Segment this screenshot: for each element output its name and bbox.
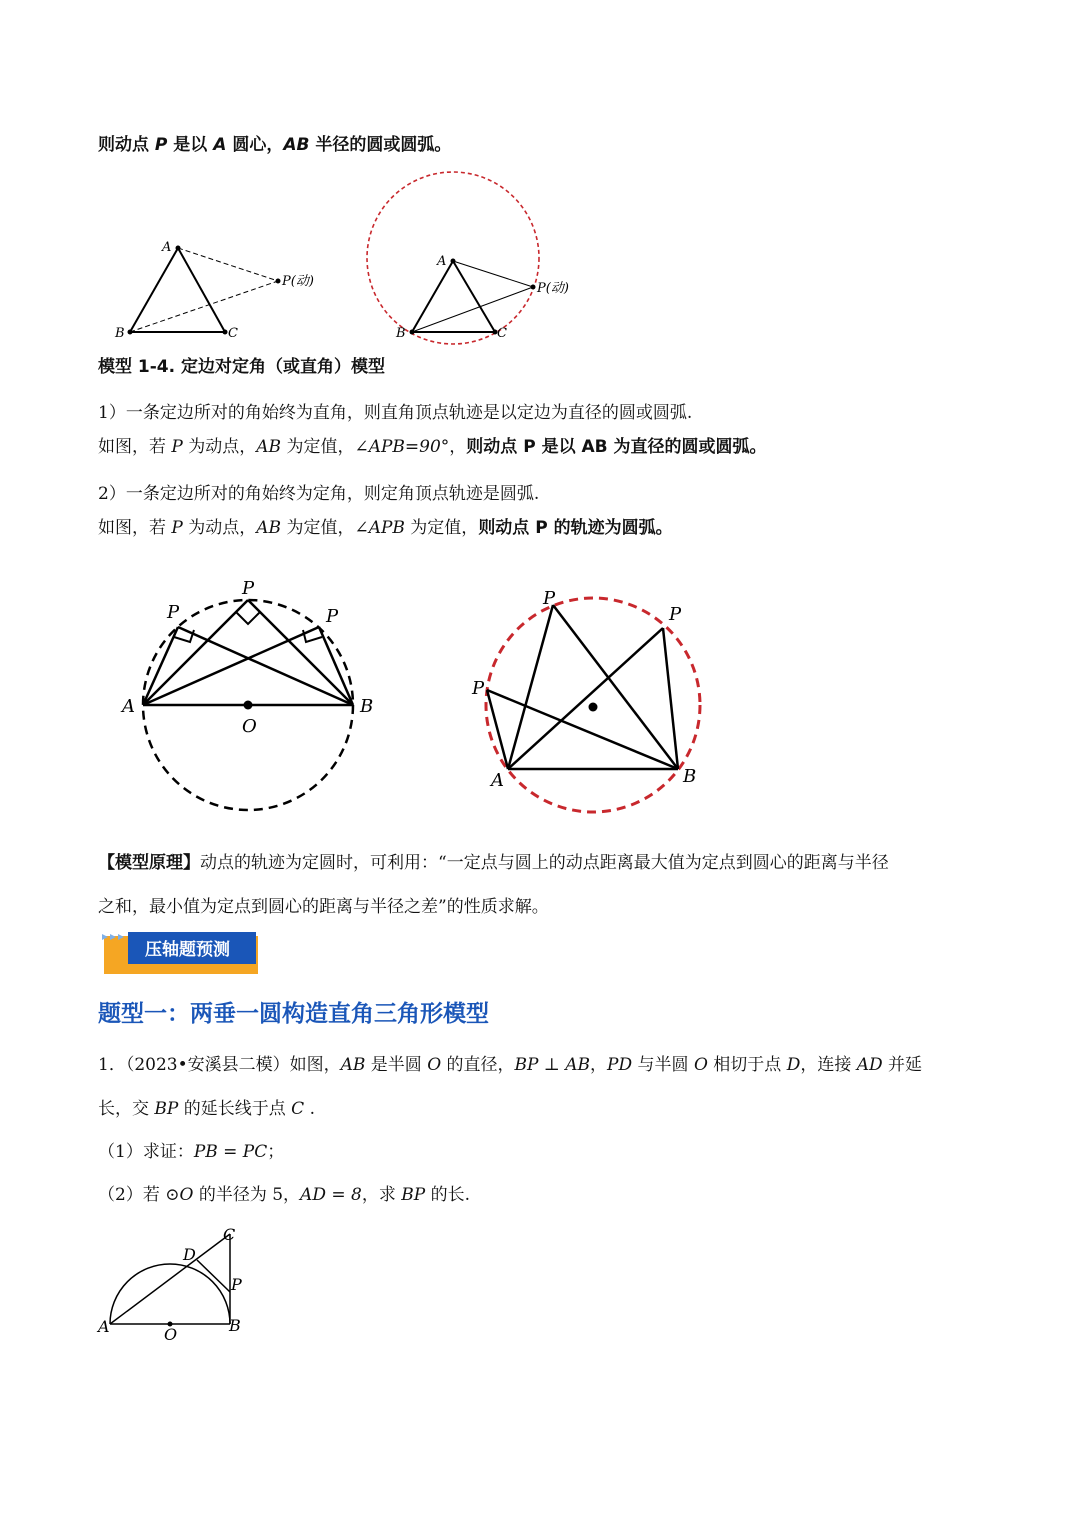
- figure-triangle-circle: [100, 165, 600, 350]
- label-b-2: B: [396, 326, 406, 341]
- label-p-top: P: [242, 578, 255, 599]
- problem-q2: （2）若 ⊙O 的半径为 5，AD = 8，求 BP 的长.: [98, 1185, 470, 1205]
- label-b-3: B: [360, 696, 374, 717]
- label-p-top-2: P: [543, 588, 556, 609]
- label-a-5: A: [98, 1317, 110, 1336]
- label-p-right-2: P: [669, 604, 682, 625]
- label-p: P(动): [282, 274, 314, 289]
- problem-q1: （1）求证：PB = PC；: [98, 1142, 285, 1162]
- figure-fixed-side-angle: [110, 570, 730, 820]
- label-p-left-2: P: [472, 678, 485, 699]
- figure-right-circle: [367, 172, 569, 344]
- label-p-left: P: [167, 602, 180, 623]
- label-a-2: A: [437, 254, 447, 269]
- figure-left-triangle: [114, 240, 314, 341]
- case2-line1: 2）一条定边所对的角始终为定角，则定角顶点轨迹是圆弧.: [98, 484, 540, 504]
- section-title: 题型一：两垂一圆构造直角三角形模型: [98, 1001, 489, 1027]
- label-a-4: A: [491, 770, 504, 791]
- principle-line2: 之和，最小值为定点到圆心的距离与半径之差”的性质求解。: [98, 897, 549, 917]
- label-c: C: [228, 326, 238, 341]
- label-p-right: P: [326, 606, 339, 627]
- label-a: A: [162, 240, 172, 255]
- model-title: 模型 1-4. 定边对定角（或直角）模型: [98, 357, 386, 377]
- label-o-5: O: [164, 1325, 178, 1344]
- banner-label: 压轴题预测: [145, 940, 230, 960]
- case1-line1: 1）一条定边所对的角始终为直角，则直角顶点轨迹是以定边为直径的圆或圆弧.: [98, 403, 693, 423]
- case2-line2: 如图，若 P 为动点，AB 为定值，∠APB 为定值，则动点 P 的轨迹为圆弧。: [98, 518, 673, 538]
- figure-right-angle-circle: [120, 578, 373, 810]
- label-b: B: [115, 326, 125, 341]
- label-b-5: B: [229, 1316, 241, 1335]
- principle-line1: 【模型原理】动点的轨迹为定圆时，可利用：“一定点与圆上的动点距离最大值为定点到圆心的距离与半径: [98, 853, 889, 873]
- label-o: O: [242, 716, 257, 737]
- label-b-4: B: [683, 766, 697, 787]
- intro-line: 则动点 P 是以 A 圆心，AB 半径的圆或圆弧。: [98, 135, 452, 155]
- label-a-3: A: [122, 696, 135, 717]
- label-d-5: D: [183, 1245, 196, 1264]
- figure-fixed-angle-circle: [471, 588, 700, 812]
- label-c-2: C: [497, 326, 507, 341]
- figure-semicircle-problem: [95, 1218, 265, 1348]
- case1-line2: 如图，若 P 为动点，AB 为定值，∠APB=90°，则动点 P 是以 AB 为直径的圆或圆弧。: [98, 437, 767, 457]
- label-p-5: P: [231, 1275, 242, 1294]
- problem-line1: 1．（2023•安溪县二模）如图，AB 是半圆 O 的直径，BP ⊥ AB，PD 与半圆 O 相切于点 D，连接 AD 并延: [98, 1055, 923, 1075]
- label-p-2: P(动): [537, 281, 569, 296]
- problem-line2: 长，交 BP 的延长线于点 C .: [98, 1099, 315, 1119]
- section-banner: [100, 930, 260, 974]
- label-c-5: C: [223, 1225, 236, 1244]
